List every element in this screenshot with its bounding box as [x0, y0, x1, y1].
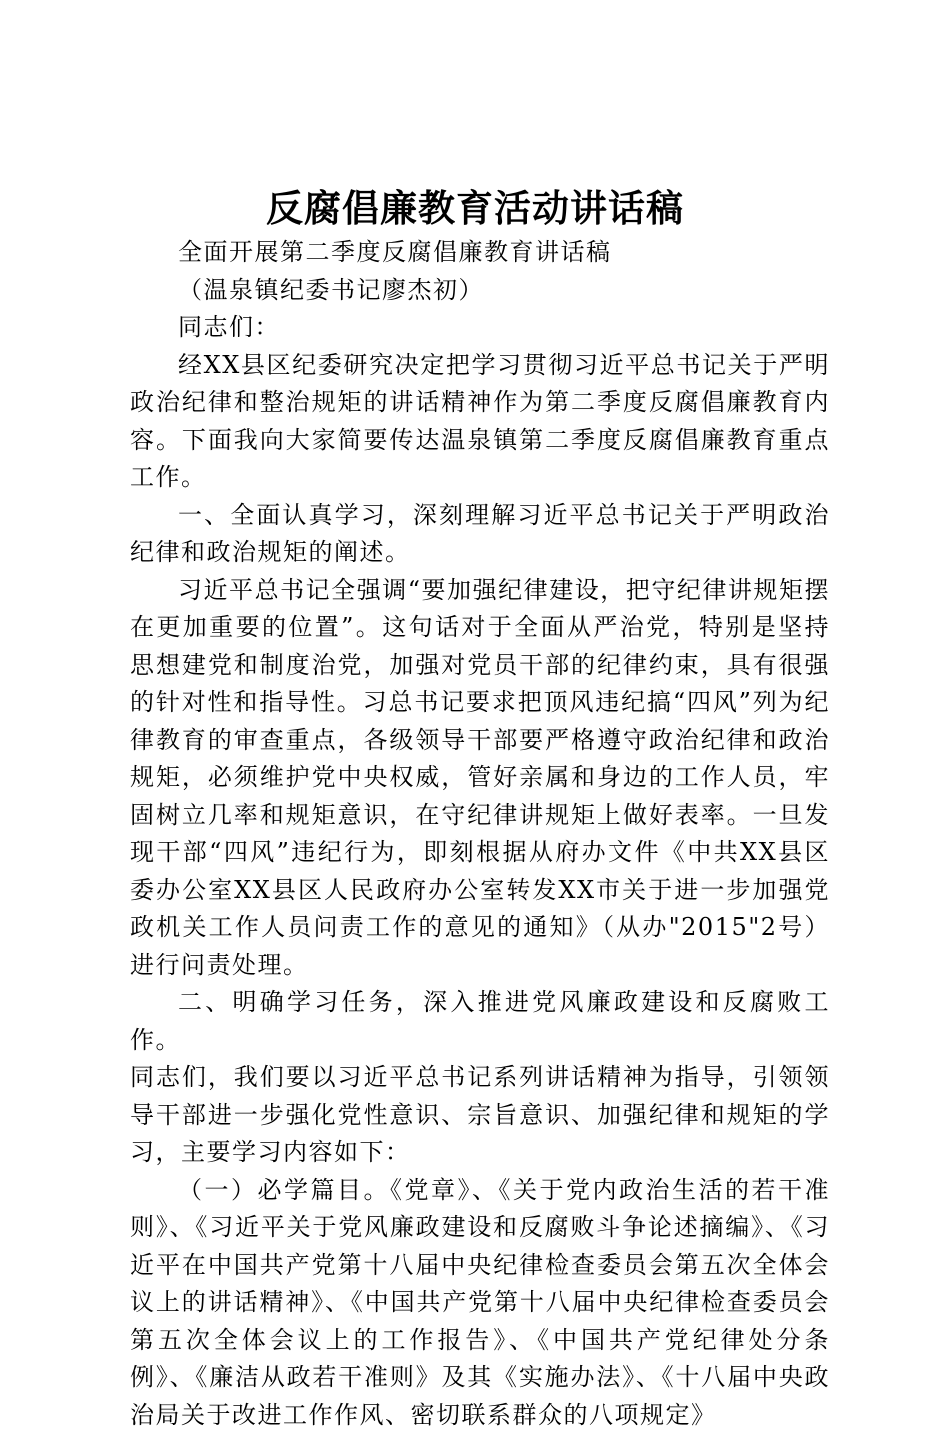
speaker-paragraph: （温泉镇纪委书记廖杰初）	[130, 272, 830, 310]
intro-paragraph: 经XX县区纪委研究决定把学习贯彻习近平总书记关于严明政治纪律和整治规矩的讲话精神作为第二季度反腐倡廉教育内容。下面我向大家简要传达温泉镇第二季度反腐倡廉教育重点工作。	[130, 347, 830, 497]
document-body	[130, 234, 830, 1434]
subtitle-paragraph: 全面开展第二季度反腐倡廉教育讲话稿	[130, 234, 830, 272]
salutation-paragraph: 同志们：	[130, 309, 830, 347]
body-paragraph: 习近平总书记全强调“要加强纪律建设，把守纪律讲规矩摆在更加重要的位置”。这句话对于全面从严治党，特别是坚持思想建党和制度治党，加强对党员干部的纪律约束，具有很强的针对性和指导性。习总书记要求把顶风违纪搞“四风”列为纪律教育的审查重点，各级领导干部要严格遵守政治纪律和政治规矩，必须维护党中央权威，管好亲属和身边的工作人员，牢固树立几率和规矩意识，在守纪律讲规矩上做好表率。一旦发现干部“四风”违纪行为，即刻根据从府办文件《中共XX县区委办公室XX县区人民政府办公室转发XX市关于进一步加强党政机关工作人员问责工作的意见的通知》（从办"2015"2号）进行问责处理。	[130, 572, 830, 985]
document-title: 反腐倡廉教育活动讲话稿	[0, 182, 950, 234]
section-heading-2: 二、明确学习任务，深入推进党风廉政建设和反腐败工作。	[130, 984, 830, 1059]
list-item-paragraph: （一）必学篇目。《党章》、《关于党内政治生活的若干准则》、《习近平关于党风廉政建设和反腐败斗争论述摘编》、《习近平在中国共产党第十八届中央纪律检查委员会第五次全体会议上的讲话精神》、《中国共产党第十八届中央纪律检查委员会第五次全体会议上的工作报告》、《中国共产党纪律处分条例》、《廉洁从政若干准则》及其《实施办法》、《十八届中央政治局关于改进工作作风、密切联系群众的八项规定》	[130, 1172, 830, 1434]
body-paragraph: 同志们，我们要以习近平总书记系列讲话精神为指导，引领领导干部进一步强化党性意识、宗旨意识、加强纪律和规矩的学习，主要学习内容如下：	[130, 1059, 830, 1172]
section-heading-1: 一、全面认真学习，深刻理解习近平总书记关于严明政治纪律和政治规矩的阐述。	[130, 497, 830, 572]
